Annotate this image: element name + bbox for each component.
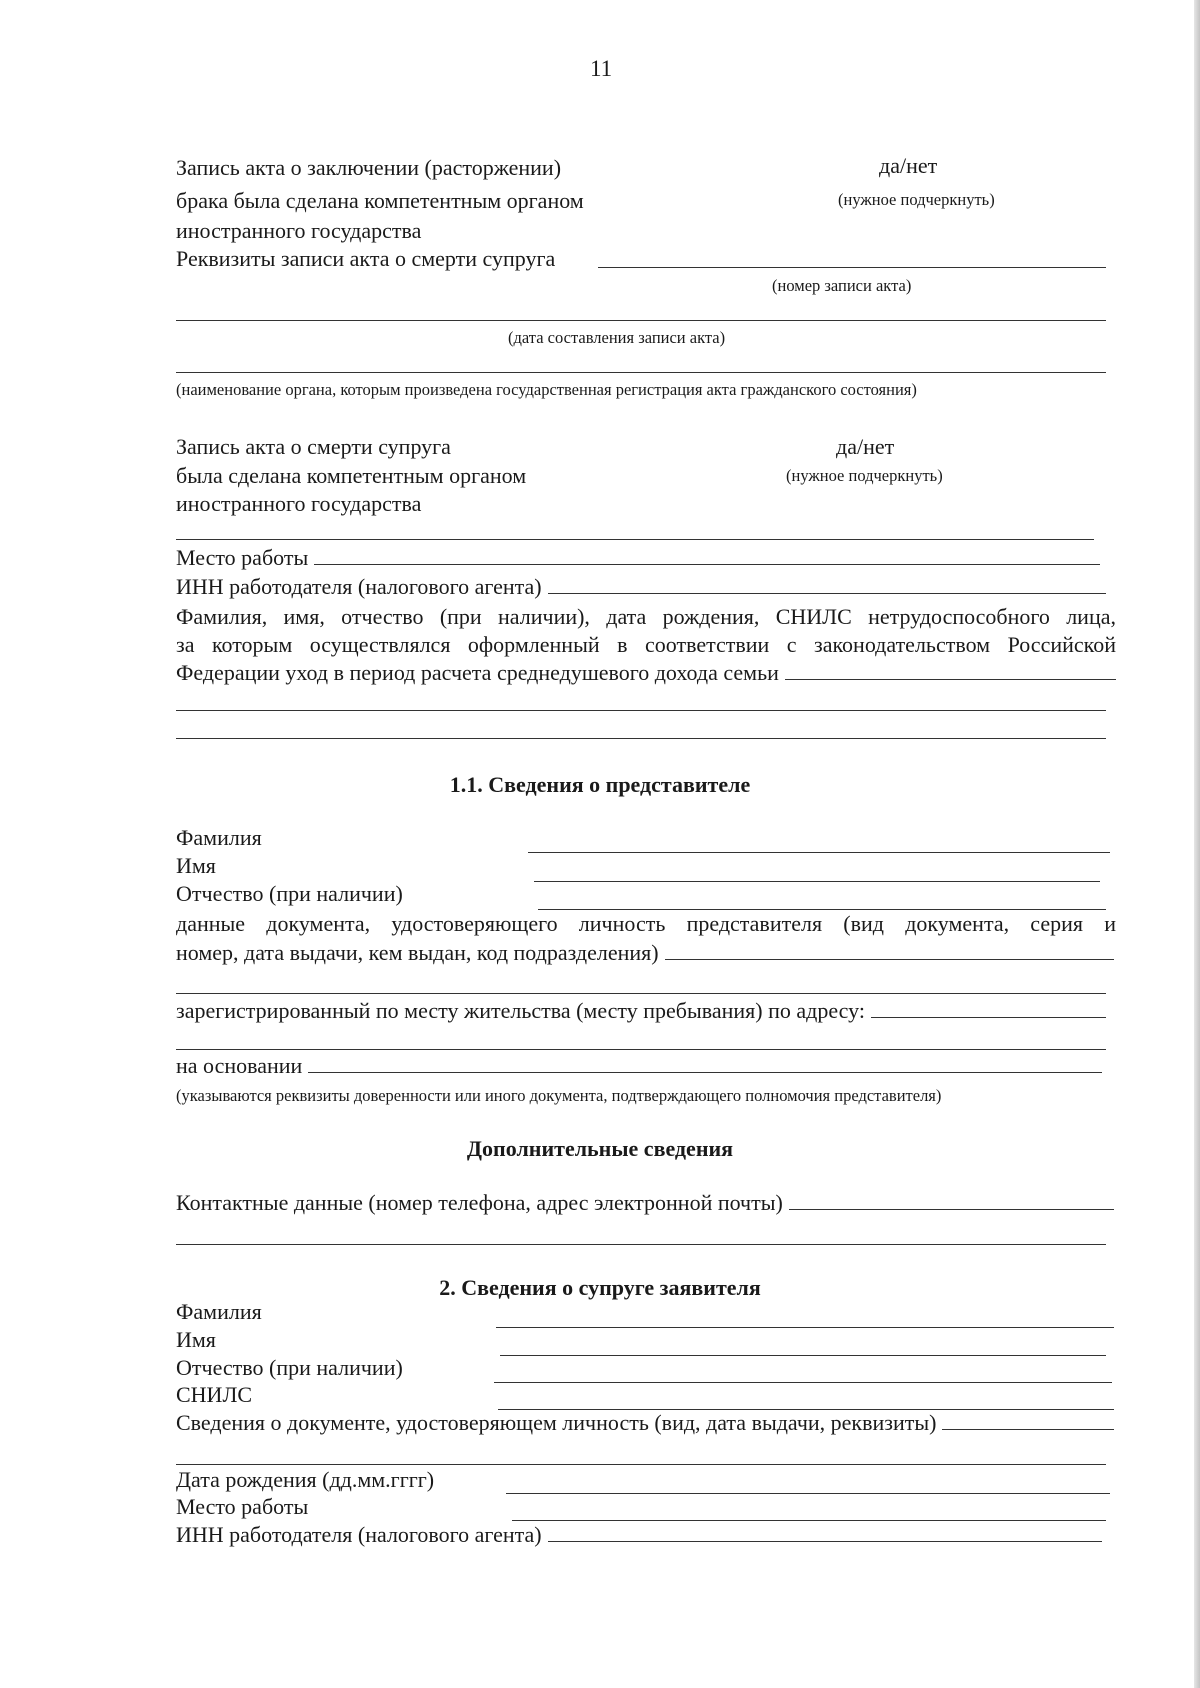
spouse-surname-field[interactable] [496, 1327, 1114, 1328]
spouse-heading: 2. Сведения о супруге заявителя [439, 1275, 761, 1300]
death-foreign-yes-no[interactable]: да/нет [836, 434, 895, 459]
rep-doc-line1: данные документа, удостоверяющего личность представителя (вид документа, серия и [176, 911, 1116, 936]
rep-basis-label: на основании [176, 1053, 303, 1078]
marriage-yes-no-hint: (нужное подчеркнуть) [838, 190, 995, 209]
spouse-workplace-label: Место работы [176, 1494, 309, 1519]
death-record-number-field[interactable] [598, 267, 1106, 268]
rep-patronymic-label: Отчество (при наличии) [176, 881, 403, 906]
blank-line[interactable] [176, 539, 1094, 540]
employer-inn-label: ИНН работодателя (налогового агента) [176, 574, 542, 599]
death-record-authority-hint: (наименование органа, которым произведена государственная регистрация акта гражданского состояния) [176, 380, 917, 399]
spouse-patronymic-label: Отчество (при наличии) [176, 1355, 403, 1380]
spouse-name-label: Имя [176, 1327, 216, 1352]
contacts-field[interactable] [789, 1191, 1114, 1210]
death-foreign-line2: была сделана компетентным органом [176, 463, 527, 488]
spouse-id-label: Сведения о документе, удостоверяющем личность (вид, дата выдачи, реквизиты) [176, 1410, 937, 1435]
employer-inn-row [176, 574, 1106, 600]
rep-basis-field[interactable] [308, 1054, 1102, 1073]
page-number: 11 [590, 56, 613, 81]
death-foreign-line3: иностранного государства [176, 491, 422, 516]
care-field[interactable] [785, 661, 1116, 680]
care-line3: Федерации уход в период расчета среднедушевого дохода семьи [176, 660, 779, 685]
spouse-surname-label: Фамилия [176, 1299, 262, 1324]
contacts-label: Контактные данные (номер телефона, адрес электронной почты) [176, 1190, 783, 1215]
care-line2: за которым осуществлялся оформленный в соответствии с законодательством Российской [176, 632, 1116, 657]
death-record-date-field[interactable] [176, 320, 1106, 321]
rep-basis-row [176, 1053, 1102, 1079]
rep-address-label: зарегистрированный по месту жительства (месту пребывания) по адресу: [176, 998, 865, 1023]
care-field-extra-2[interactable] [176, 738, 1106, 739]
rep-doc-row [176, 940, 1114, 966]
spouse-id-field[interactable] [942, 1411, 1114, 1430]
spouse-id-row [176, 1410, 1114, 1436]
death-record-number-hint: (номер записи акта) [772, 276, 912, 295]
rep-patronymic-field[interactable] [538, 909, 1106, 910]
rep-doc-line2: номер, дата выдачи, кем выдан, код подразделения) [176, 940, 659, 965]
spouse-inn-row [176, 1522, 1102, 1548]
spouse-birth-label: Дата рождения (дд.мм.гггг) [176, 1467, 435, 1492]
rep-name-label: Имя [176, 853, 216, 878]
spouse-patronymic-field[interactable] [494, 1382, 1112, 1383]
additional-heading: Дополнительные сведения [466, 1136, 734, 1161]
page-edge-shadow [1194, 0, 1200, 1688]
rep-doc-field[interactable] [665, 941, 1114, 960]
contacts-row [176, 1190, 1114, 1216]
death-record-authority-field[interactable] [176, 372, 1106, 373]
employer-inn-field[interactable] [548, 575, 1106, 594]
rep-surname-field[interactable] [528, 852, 1110, 853]
rep-address-row [176, 998, 1106, 1024]
workplace-field[interactable] [314, 546, 1100, 565]
spouse-inn-field[interactable] [548, 1523, 1102, 1542]
marriage-yes-no[interactable]: да/нет [879, 153, 938, 178]
rep-doc-field-extra[interactable] [176, 993, 1106, 994]
representative-heading: 1.1. Сведения о представителе [449, 772, 751, 797]
marriage-record-line3: иностранного государства [176, 218, 422, 243]
care-row [176, 660, 1116, 686]
rep-surname-label: Фамилия [176, 825, 262, 850]
marriage-record-line1: Запись акта о заключении (расторжении) [176, 155, 562, 180]
workplace-label: Место работы [176, 545, 309, 570]
spouse-workplace-field[interactable] [512, 1520, 1106, 1521]
contacts-field-extra[interactable] [176, 1244, 1106, 1245]
spouse-name-field[interactable] [500, 1355, 1106, 1356]
workplace-row [176, 545, 1100, 571]
care-line1: Фамилия, имя, отчество (при наличии), дата рождения, СНИЛС нетрудоспособного лица, [176, 604, 1116, 629]
rep-address-field-extra[interactable] [176, 1049, 1106, 1050]
care-field-extra-1[interactable] [176, 710, 1106, 711]
marriage-record-line2: брака была сделана компетентным органом [176, 188, 584, 213]
death-record-date-hint: (дата составления записи акта) [508, 328, 726, 347]
rep-name-field[interactable] [534, 881, 1100, 882]
spouse-snils-label: СНИЛС [176, 1382, 253, 1407]
spouse-id-field-extra[interactable] [176, 1464, 1106, 1465]
spouse-inn-label: ИНН работодателя (налогового агента) [176, 1522, 542, 1547]
rep-address-field[interactable] [871, 999, 1106, 1018]
death-record-label: Реквизиты записи акта о смерти супруга [176, 246, 556, 271]
death-foreign-line1: Запись акта о смерти супруга [176, 434, 451, 459]
death-foreign-yes-no-hint: (нужное подчеркнуть) [786, 466, 943, 485]
rep-basis-hint: (указываются реквизиты доверенности или иного документа, подтверждающего полномочия представителя) [176, 1086, 942, 1105]
spouse-birth-field[interactable] [506, 1493, 1110, 1494]
